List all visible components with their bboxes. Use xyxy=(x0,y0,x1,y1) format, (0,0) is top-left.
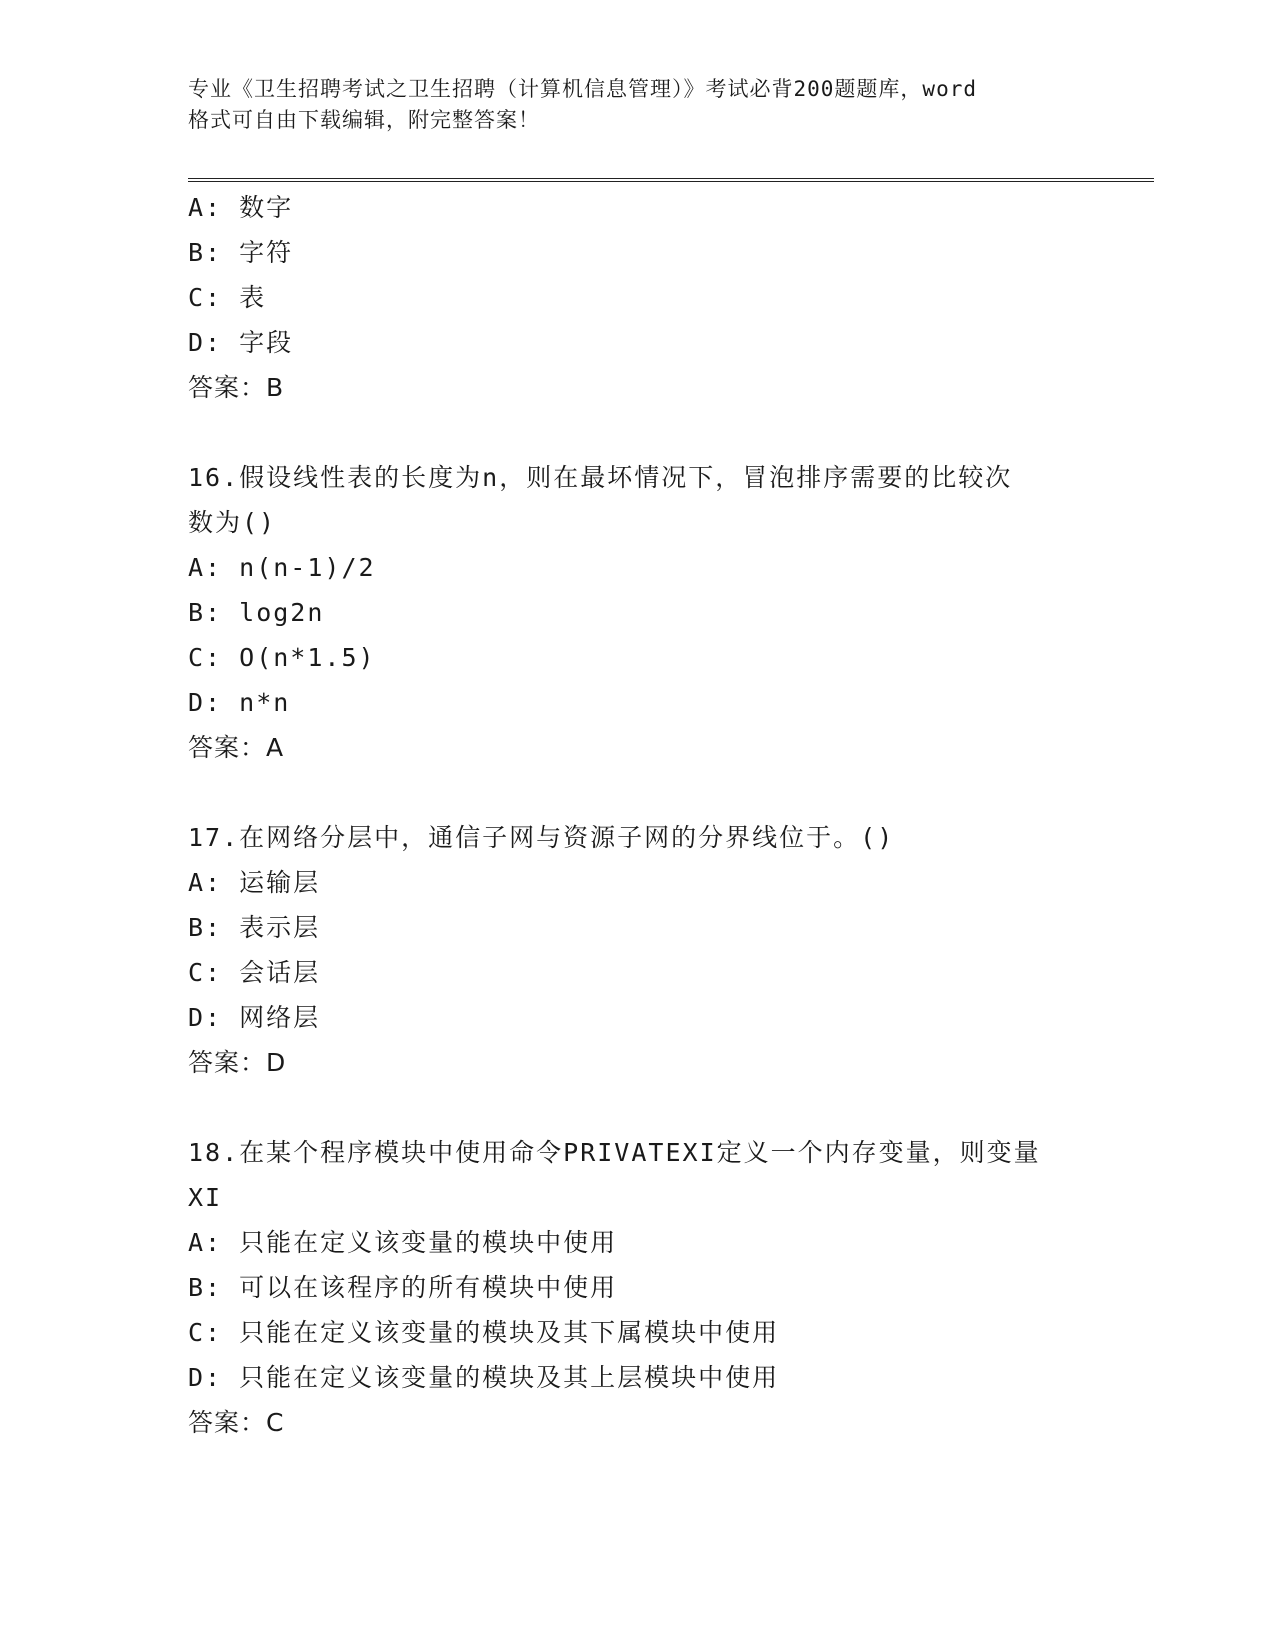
document-header xyxy=(188,74,1108,136)
q17-option-a: A: 运输层 xyxy=(188,868,321,897)
q18-answer: 答案：C xyxy=(188,1408,285,1437)
q17-option-c: C: 会话层 xyxy=(188,958,321,987)
header-line-1: 专业《卫生招聘考试之卫生招聘（计算机信息管理）》考试必背200题题库，word xyxy=(188,77,977,101)
q16-stem-line-1: 16.假设线性表的长度为n，则在最坏情况下，冒泡排序需要的比较次 xyxy=(188,463,1013,492)
q15-answer: 答案：B xyxy=(188,373,285,402)
q18-stem-line-1: 18.在某个程序模块中使用命令PRIVATEXI定义一个内存变量，则变量 xyxy=(188,1138,1041,1167)
q15-option-d: D: 字段 xyxy=(188,328,294,357)
q16-stem-line-2: 数为() xyxy=(188,508,277,537)
q18-option-b: B: 可以在该程序的所有模块中使用 xyxy=(188,1273,618,1302)
header-line-2: 格式可自由下载编辑，附完整答案！ xyxy=(188,108,540,132)
q17-stem-line-1: 17.在网络分层中，通信子网与资源子网的分界线位于。() xyxy=(188,823,895,852)
q18-option-a: A: 只能在定义该变量的模块中使用 xyxy=(188,1228,618,1257)
q18-stem-line-2: XI xyxy=(188,1183,223,1212)
q15-option-b: B: 字符 xyxy=(188,238,294,267)
q17-option-b: B: 表示层 xyxy=(188,913,321,942)
q17-option-d: D: 网络层 xyxy=(188,1003,321,1032)
q17-answer: 答案：D xyxy=(188,1048,287,1077)
q16-option-b: B: log2n xyxy=(188,598,325,627)
q16-option-c: C: O(n*1.5) xyxy=(188,643,376,672)
q18-option-c: C: 只能在定义该变量的模块及其下属模块中使用 xyxy=(188,1318,780,1347)
q16-answer: 答案：A xyxy=(188,733,285,762)
q16-option-a: A: n(n-1)/2 xyxy=(188,553,376,582)
q15-option-c: C: 表 xyxy=(188,283,267,312)
q18-option-d: D: 只能在定义该变量的模块及其上层模块中使用 xyxy=(188,1363,780,1392)
header-divider xyxy=(188,178,1154,182)
q16-option-d: D: n*n xyxy=(188,688,291,717)
q15-option-a: A: 数字 xyxy=(188,193,294,222)
